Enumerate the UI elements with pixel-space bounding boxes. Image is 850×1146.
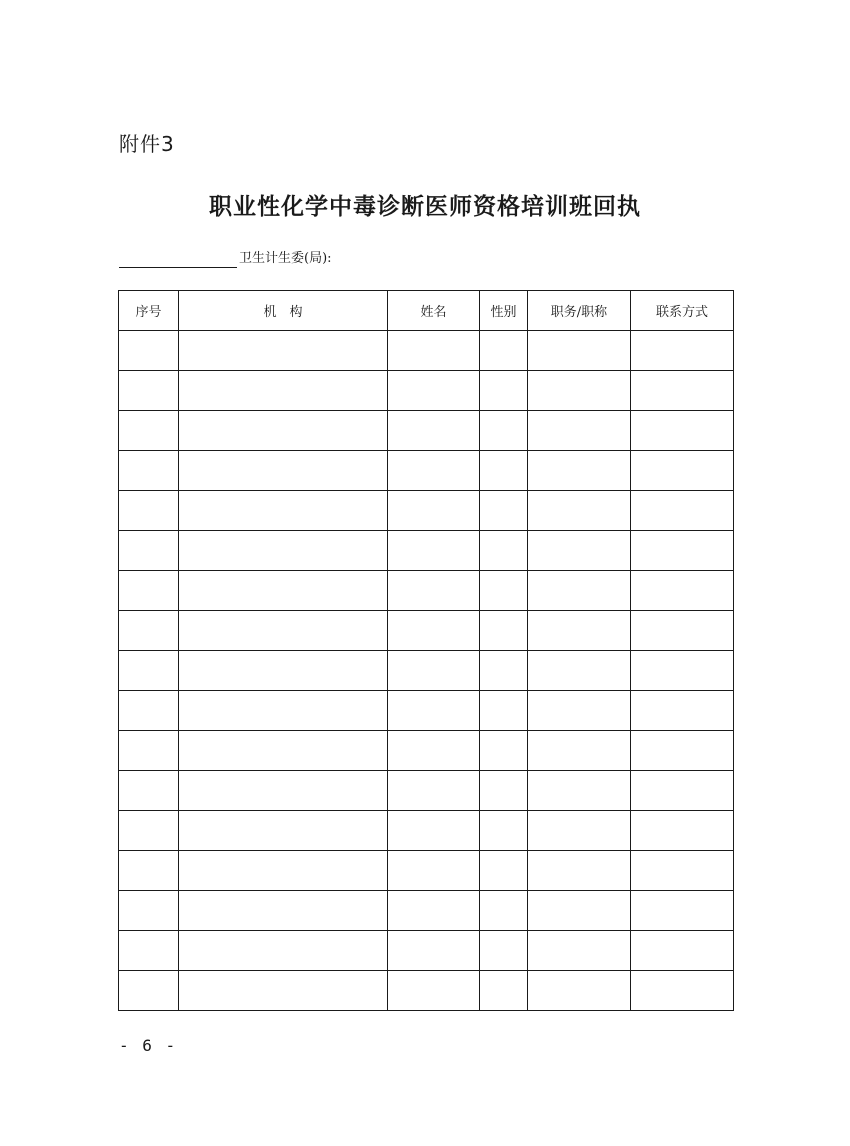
cell-gender[interactable] (480, 491, 528, 531)
addressee-blank[interactable] (119, 251, 237, 268)
cell-serial[interactable] (119, 851, 179, 891)
cell-serial[interactable] (119, 531, 179, 571)
cell-gender[interactable] (480, 611, 528, 651)
cell-gender[interactable] (480, 891, 528, 931)
cell-contact[interactable] (631, 451, 734, 491)
table-row (119, 451, 734, 491)
cell-serial[interactable] (119, 691, 179, 731)
header-position: 职务/职称 (528, 291, 631, 331)
table-header-row (119, 291, 734, 331)
table-row (119, 891, 734, 931)
table-body (119, 331, 734, 1011)
table-row (119, 491, 734, 531)
header-gender: 性别 (480, 291, 528, 331)
cell-serial[interactable] (119, 811, 179, 851)
cell-position[interactable] (528, 811, 631, 851)
cell-contact[interactable] (631, 611, 734, 651)
cell-serial[interactable] (119, 571, 179, 611)
cell-serial[interactable] (119, 371, 179, 411)
cell-position[interactable] (528, 451, 631, 491)
cell-institution[interactable] (179, 451, 388, 491)
cell-name[interactable] (388, 971, 480, 1011)
cell-institution[interactable] (179, 411, 388, 451)
cell-name[interactable] (388, 811, 480, 851)
cell-name[interactable] (388, 371, 480, 411)
cell-gender[interactable] (480, 971, 528, 1011)
cell-name[interactable] (388, 771, 480, 811)
cell-position[interactable] (528, 851, 631, 891)
cell-position[interactable] (528, 651, 631, 691)
table-row (119, 571, 734, 611)
cell-institution[interactable] (179, 531, 388, 571)
cell-contact[interactable] (631, 411, 734, 451)
cell-institution[interactable] (179, 771, 388, 811)
cell-name[interactable] (388, 411, 480, 451)
page-number: - 6 - (119, 1036, 178, 1055)
cell-contact[interactable] (631, 851, 734, 891)
cell-institution[interactable] (179, 611, 388, 651)
header-serial: 序号 (119, 291, 179, 331)
cell-name[interactable] (388, 451, 480, 491)
cell-name[interactable] (388, 731, 480, 771)
cell-gender[interactable] (480, 331, 528, 371)
table-row (119, 691, 734, 731)
addressee-line (119, 250, 332, 268)
header-contact: 联系方式 (631, 291, 734, 331)
cell-institution[interactable] (179, 371, 388, 411)
cell-position[interactable] (528, 891, 631, 931)
cell-name[interactable] (388, 931, 480, 971)
cell-serial[interactable] (119, 451, 179, 491)
cell-name[interactable] (388, 851, 480, 891)
table-row (119, 611, 734, 651)
header-institution: 机 构 (179, 291, 388, 331)
addressee-suffix: 卫生计生委(局): (239, 251, 332, 266)
cell-gender[interactable] (480, 931, 528, 971)
cell-name[interactable] (388, 531, 480, 571)
cell-serial[interactable] (119, 411, 179, 451)
cell-name[interactable] (388, 611, 480, 651)
cell-gender[interactable] (480, 691, 528, 731)
cell-contact[interactable] (631, 371, 734, 411)
cell-position[interactable] (528, 371, 631, 411)
table-row (119, 731, 734, 771)
cell-position[interactable] (528, 771, 631, 811)
cell-contact[interactable] (631, 651, 734, 691)
cell-contact[interactable] (631, 331, 734, 371)
table-row (119, 371, 734, 411)
cell-name[interactable] (388, 571, 480, 611)
cell-contact[interactable] (631, 571, 734, 611)
table-row (119, 971, 734, 1011)
cell-gender[interactable] (480, 451, 528, 491)
cell-name[interactable] (388, 891, 480, 931)
cell-institution[interactable] (179, 891, 388, 931)
cell-gender[interactable] (480, 571, 528, 611)
table-row (119, 651, 734, 691)
cell-institution[interactable] (179, 931, 388, 971)
cell-contact[interactable] (631, 691, 734, 731)
cell-position[interactable] (528, 531, 631, 571)
cell-name[interactable] (388, 331, 480, 371)
cell-gender[interactable] (480, 531, 528, 571)
cell-name[interactable] (388, 691, 480, 731)
cell-gender[interactable] (480, 731, 528, 771)
cell-contact[interactable] (631, 931, 734, 971)
cell-position[interactable] (528, 731, 631, 771)
cell-institution[interactable] (179, 691, 388, 731)
cell-institution[interactable] (179, 971, 388, 1011)
cell-serial[interactable] (119, 491, 179, 531)
cell-position[interactable] (528, 571, 631, 611)
cell-institution[interactable] (179, 731, 388, 771)
cell-institution[interactable] (179, 331, 388, 371)
header-name: 姓名 (388, 291, 480, 331)
cell-institution[interactable] (179, 851, 388, 891)
cell-gender[interactable] (480, 651, 528, 691)
cell-position[interactable] (528, 971, 631, 1011)
cell-contact[interactable] (631, 731, 734, 771)
cell-gender[interactable] (480, 811, 528, 851)
cell-institution[interactable] (179, 491, 388, 531)
cell-serial[interactable] (119, 771, 179, 811)
table-row (119, 531, 734, 571)
table-row (119, 811, 734, 851)
cell-serial[interactable] (119, 731, 179, 771)
cell-institution[interactable] (179, 571, 388, 611)
attachment-label: 附件3 (119, 132, 175, 156)
cell-gender[interactable] (480, 771, 528, 811)
cell-position[interactable] (528, 491, 631, 531)
cell-serial[interactable] (119, 931, 179, 971)
cell-serial[interactable] (119, 651, 179, 691)
cell-institution[interactable] (179, 811, 388, 851)
cell-gender[interactable] (480, 371, 528, 411)
cell-contact[interactable] (631, 971, 734, 1011)
cell-gender[interactable] (480, 411, 528, 451)
cell-position[interactable] (528, 411, 631, 451)
table-row (119, 931, 734, 971)
cell-serial[interactable] (119, 611, 179, 651)
cell-contact[interactable] (631, 891, 734, 931)
cell-contact[interactable] (631, 771, 734, 811)
cell-institution[interactable] (179, 651, 388, 691)
cell-contact[interactable] (631, 491, 734, 531)
cell-serial[interactable] (119, 331, 179, 371)
table-row (119, 851, 734, 891)
cell-position[interactable] (528, 611, 631, 651)
table-row (119, 331, 734, 371)
cell-serial[interactable] (119, 971, 179, 1011)
table-row (119, 771, 734, 811)
page-title: 职业性化学中毒诊断医师资格培训班回执 (209, 193, 641, 220)
cell-position[interactable] (528, 691, 631, 731)
cell-contact[interactable] (631, 811, 734, 851)
cell-gender[interactable] (480, 851, 528, 891)
cell-name[interactable] (388, 651, 480, 691)
cell-position[interactable] (528, 931, 631, 971)
cell-contact[interactable] (631, 531, 734, 571)
cell-serial[interactable] (119, 891, 179, 931)
cell-name[interactable] (388, 491, 480, 531)
cell-position[interactable] (528, 331, 631, 371)
table-row (119, 411, 734, 451)
reply-table (118, 290, 734, 1011)
